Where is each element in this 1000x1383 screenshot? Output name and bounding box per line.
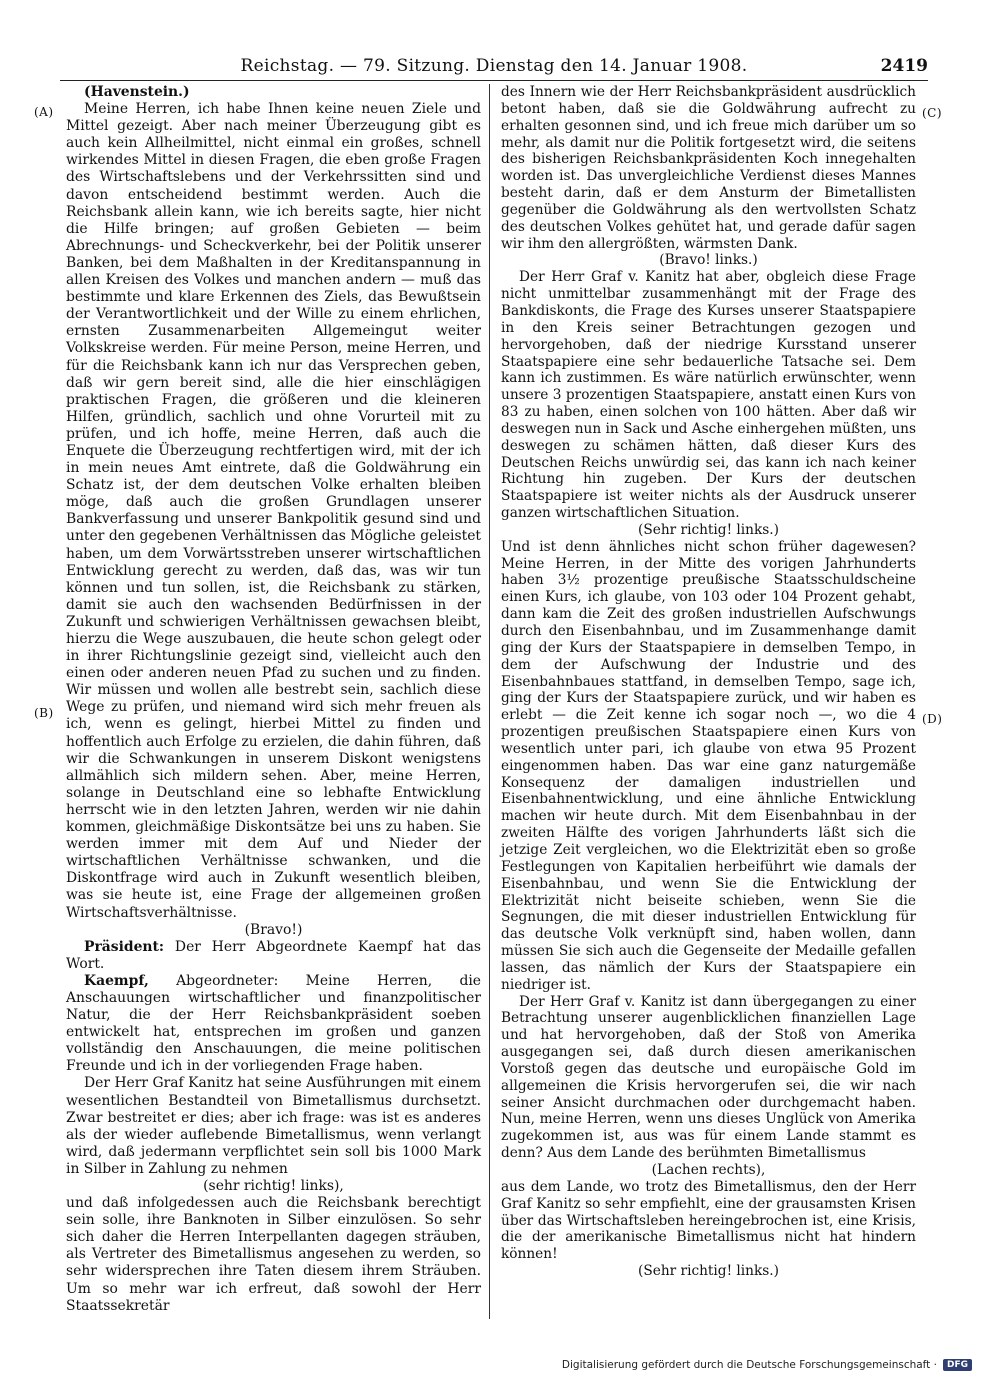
footer-text: Digitalisierung gefördert durch die Deutsche Forschungsgemeinschaft · — [561, 1359, 937, 1371]
speaker-tag: (Havenstein.) — [84, 84, 190, 100]
interjection: (Bravo!) — [244, 921, 303, 938]
interjection: (Bravo! links.) — [659, 252, 758, 269]
speaker-name: Präsident: — [84, 938, 165, 955]
right-column — [501, 84, 916, 1280]
speech-paragraph: und daß infolgedessen auch die Reichsbank berechtigt sein solle, ihre Banknoten in Silber einzulösen. So sehr sich daher die Herren Interpellanten dagegen sträuben, als Vertreter des Bimetallismus angesehen zu werden, so sehr widersprechen ihre Taten diesem ihrem Sträuben. Um so mehr war ich erfreut, daß sowohl der Herr Staatssekretär — [66, 1195, 481, 1314]
speech-paragraph: Meine Herren, ich habe Ihnen keine neuen Ziele und Mittel gezeigt. Aber nach meiner Überzeugung gibt es auch kein Allheilmittel, nicht einmal ein großes, schnell wirkendes Mittel in diesen Fragen, die eben große Fragen des Wirtschaftslebens und der Verkehrssitten sind und davon entscheidend bestimmt werden. Auch die Reichsbank allein kann, wie ich bereits sagte, hier nicht die Hilfe bringen; auf großen Gebieten — beim Abrechnungs- und Scheckverkehr, bei der Politik unserer Banken, bei dem Maßhalten in der Kreditanspannung in allen Kreisen des Volkes und manchen andern — muß das bestimmte und klare Erkennen des Ziels, das Bewußtsein der Verantwortlichkeit und der Wille zu einem ehrlichen, ernsten Zusammenarbeiten Allgemeingut weiter Volkskreise werden. Für meine Person, meine Herren, und für die Reichsbank kann ich nur das Versprechen geben, daß wir gern bereit sind, alle die hier einschlägigen praktischen Fragen, die größeren und die kleineren Hilfen, gründlich, sachlich und ohne Vorurteil mit zu prüfen, und ich hoffe, meine Herren, daß auch die Enquete die Überzeugung rechtfertigen wird, mit der ich in mein neues Amt eintrete, daß die Goldwährung ein Schatz ist, der dem deutschen Volke erhalten bleiben möge, daß auch die großen Grundlagen unserer Bankverfassung und unserer Bankpolitik gesund sind und unter den gegebenen Verhältnissen das Mögliche geleistet haben, um dem Vorwärtsstreben unserer wirtschaftlichen Entwicklung gerecht zu werden, daß das, was wir tun können und tun sollen, ist, die Reichsbank zu stärken, damit sie auch den wachsenden Bedürfnissen in der Zukunft und schwierigen Verhältnissen gewachsen bleibt, hierzu die Wege auszubauen, die heute schon gelegt oder in ihrer Richtungslinie gezeigt sind, vielleicht auch den einen oder anderen neuen Pfad zu suchen und zu finden. Wir müssen und wollen alle bestrebt sein, sachlich diese Wege zu prüfen, und niemand wird sich mehr freuen als ich, wenn es gelingt, hierbei Mittel zu finden und hoffentlich auch Erfolge zu erzielen, die dahin führen, daß wir die Schwankungen in unserem Diskont wenigstens allmählich sich mildern sehen. Aber, meine Herren, solange in Deutschland eine so lebhafte Entwicklung herrscht wie in den letzten Jahren, werden wir nie dahin kommen, gleichmäßige Diskontsätze bei uns zu haben. Sie werden immer mit dem Auf und Nieder der wirtschaftlichen Verhältnisse schwanken, und die Diskontfrage wird auch in Zukunft wesentlich bleiben, was sie heute ist, eine Frage der allgemeinen großen Wirtschaftsverhältnisse. — [66, 101, 481, 921]
speech-paragraph: Und ist denn ähnliches nicht schon früher dagewesen? Meine Herren, in der Mitte des vorigen Jahrhunderts haben 3½ prozentige preußische Staatsschuldscheine einen Kurs, ich glaube, von 103 oder 104 Prozent gehabt, dann kam die Zeit des großen industriellen Aufschwungs durch den Eisenbahnbau, und im Zusammenhange damit ging der Kurs der Staatspapiere in demselben Tempo, in dem der Aufschwung der Industrie und des Eisenbahnbaues stattfand, in demselben Tempo, sage ich, ging der Kurs der Staatspapiere zurück, und wir haben es erlebt — die Zeit kenne ich sogar noch —, wo die 4 prozentigen preußischen Staatspapiere einen Kurs von wesentlich unter pari, ich glaube von etwa 95 Prozent eingenommen haben. Das war eine ganz naturgemäße Konsequenz der damaligen industriellen und Eisenbahnentwicklung, und eine ähnliche Entwicklung machen wir heute durch. Mit dem Eisenbahnbau in der zweiten Hälfte des vorigen Jahrhunderts läßt sich die jetzige Zeit vergleichen, wo die Elektrizität eben so große Festlegungen von Kapitalien herbeiführt wie damals der Eisenbahnbau, und wenn Sie die Entwicklung der Elektrizität nicht beiseite schieben, wenn Sie die Segnungen, die mit dieser industriellen Entwicklung für das deutsche Volk verknüpft sind, haben wollen, dann müssen Sie sich auch die Gegenseite der Medaille gefallen lassen, das nämlich der Kurs der Staatspapiere ein niedriger ist. — [501, 538, 916, 993]
running-header — [60, 56, 928, 78]
interjection: (sehr richtig! links), — [203, 1178, 344, 1194]
dfg-logo: DFG — [943, 1359, 972, 1371]
speech-paragraph: aus dem Lande, wo trotz des Bimetallismus, den der Herr Graf Kanitz so sehr empfiehlt, eine der grausamsten Krisen über das Wirtschaftsleben hereingebrochen ist, eine Krisis, die der amerikanische Bimetallismus nicht hat hindern können! — [501, 1178, 916, 1263]
running-title: Reichstag. — 79. Sitzung. Dienstag den 14. Januar 1908. — [240, 56, 748, 76]
header-rule — [60, 80, 928, 81]
margin-marker-d: (D) — [922, 712, 943, 726]
page-number: 2419 — [880, 56, 928, 76]
interjection: (Sehr richtig! links.) — [638, 1263, 779, 1280]
speech-text: Der Herr Abgeordnete Kaempf hat das Wort. — [66, 938, 481, 972]
margin-marker-c: (C) — [922, 106, 943, 120]
speech-paragraph: Der Herr Graf Kanitz hat seine Ausführungen mit einem wesentlichen Bestandteil von Bimetallismus durchsetzt. Zwar bestreitet er dies; aber ich frage: was ist es anderes als der wieder auflebende Bimetallismus, wenn verlangt wird, daß jedermann verpflichtet sein soll bis 1000 Mark in Silber in Zahlung zu nehmen — [66, 1075, 481, 1177]
column-divider — [489, 84, 490, 1319]
speech-paragraph: Der Herr Graf v. Kanitz hat aber, obgleich diese Frage nicht unmittelbar zusammenhängt mit der Frage des Bankdiskonts, die Frage des Kurses unserer Staatspapiere in den Kreis seiner Betrachtungen gezogen und hervorgehoben, daß der niedrige Kursstand unserer Staatspapiere eine sehr bedauerliche Tatsache sei. Dem kann ich zustimmen. Es wäre natürlich erwünschter, wenn unsere 3 prozentigen Staatspapiere, anstatt einen Kurs von 83 zu haben, einen solchen von 100 hätten. Aber daß wir deswegen nun in Sack und Asche einhergehen müßten, uns deswegen zu schämen hätten, daß dieser Kurs des Deutschen Reichs unwürdig sei, das kann ich nach keiner Richtung hin zugeben. Der Kurs der deutschen Staatspapiere ist weiter nichts als der Ausdruck unserer ganzen wirtschaftlichen Situation. — [501, 269, 916, 522]
speech-paragraph — [66, 973, 481, 1076]
speech-paragraph — [66, 939, 481, 973]
speech-paragraph: Der Herr Graf v. Kanitz ist dann übergegangen zu einer Betrachtung unserer augenblicklichen finanziellen Lage und hat hervorgehoben, daß der Stoß von Amerika ausgegangen sei, daß durch diesen amerikanischen Vorstoß gegen das deutsche und europäische Gold im allgemeinen die Krisis hervorgerufen sei, die wir nach seiner Ansicht durchmachen oder durchgemacht haben. Nun, meine Herren, wenn uns dieses Unglück von Amerika zugekommen ist, aus was für einem Lande stammt es denn? Aus dem Lande des berühmten Bimetallismus — [501, 993, 916, 1162]
speech-text: Abgeordneter: Meine Herren, die Anschauungen wirtschaftlicher und finanzpolitischer Natur, die der Herr Reichsbankpräsident soeben entwickelt hat, entsprechen im großen und ganzen vollständig den Anschauungen, die meine politischen Freunde und ich in der vorliegenden Frage haben. — [66, 972, 481, 1075]
speech-paragraph: des Innern wie der Herr Reichsbankpräsident ausdrücklich betont haben, daß sie die Goldwährung aufrecht zu erhalten gesonnen sind, und ich freue mich darüber um so mehr, als damit nur die Politik fortgesetzt wird, die seitens des bisherigen Reichsbankpräsidenten Koch innegehalten worden ist. Das unvergleichliche Verdienst dieses Mannes besteht darin, daß er dem Ansturm der Bimetallisten gegenüber die Goldwährung als den wertvollsten Schatz des deutschen Volkes gehütet hat, und gerade dafür sagen wir ihm den allergrößten, wärmsten Dank. — [501, 84, 916, 252]
margin-marker-a: (A) — [34, 105, 54, 119]
speaker-name: Kaempf, — [84, 972, 149, 989]
interjection: (Lachen rechts), — [651, 1162, 766, 1178]
left-column — [66, 84, 481, 1315]
interjection: (Sehr richtig! links.) — [638, 521, 779, 538]
margin-marker-b: (B) — [34, 706, 54, 720]
footer-credit — [562, 1359, 972, 1371]
